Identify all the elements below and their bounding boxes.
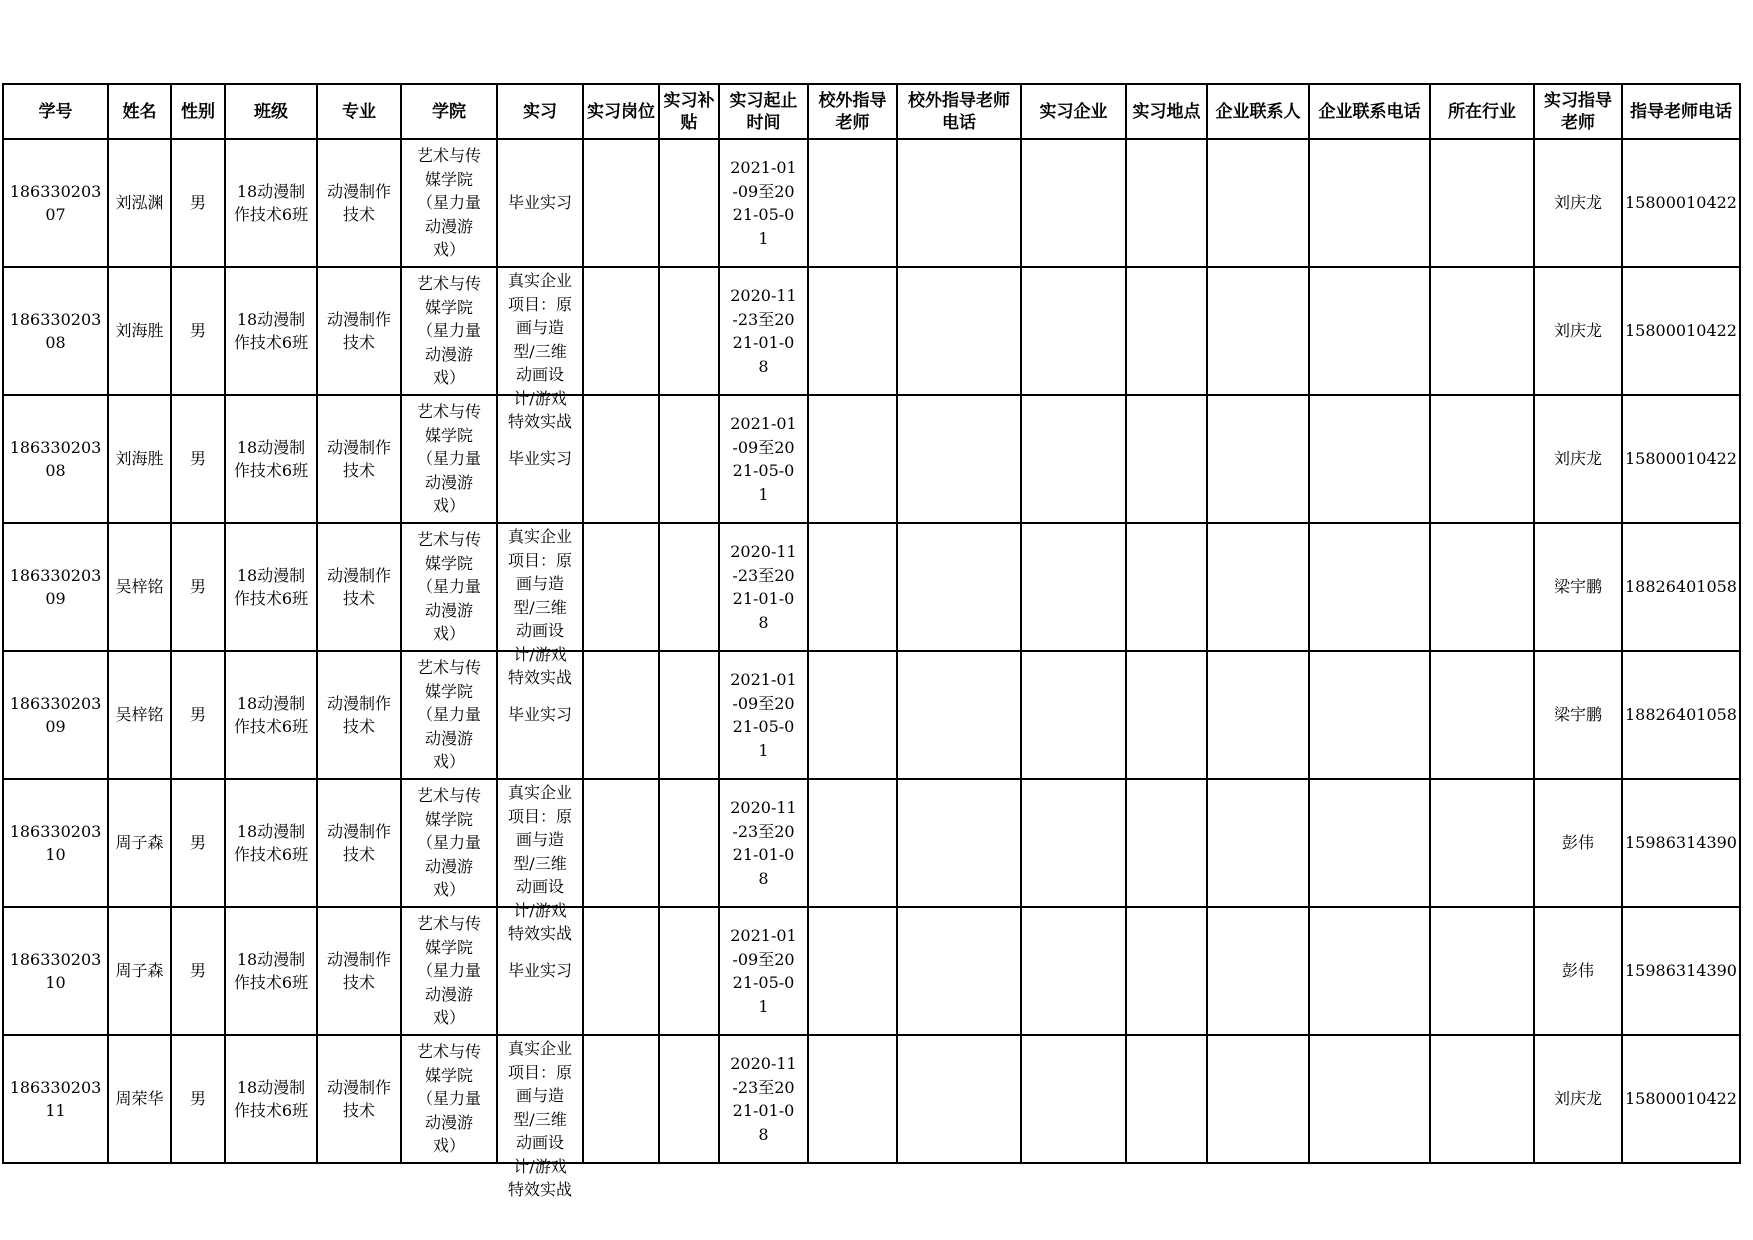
student-id-cell [3,267,108,395]
col-instructor: 实习指导老师 [1534,84,1622,139]
instructor-cell [1534,267,1622,395]
company-phone-cell [1309,779,1430,907]
table-row [3,523,1740,651]
company-contact-cell [1207,267,1309,395]
cell-text: 艺术与传媒学院（星力量动漫游戏） [416,146,481,260]
cell-text: 真实企业项目：原画与造型/三维动画设计/游戏特效实战 [507,1039,572,1199]
external-mentor-cell [808,139,897,267]
industry-cell [1430,523,1534,651]
external-mentor-phone-cell [897,779,1021,907]
college-cell [401,1035,497,1163]
table-row [3,139,1740,267]
subsidy-cell [659,907,719,1035]
cell-text: 2021-01-09至2021-05-01 [730,414,797,504]
cell-text: 2021-01-09至2021-05-01 [730,670,797,760]
cell-text: 艺术与传媒学院（星力量动漫游戏） [416,402,481,516]
table-body [3,139,1740,1199]
cell-text: 男 [189,705,206,725]
col-class: 班级 [225,84,317,139]
instructor-cell [1534,523,1622,651]
cell-text: 艺术与传媒学院（星力量动漫游戏） [416,658,481,772]
cell-text: 男 [189,1089,206,1109]
internship-cell [497,523,583,687]
position-cell [583,139,659,267]
company-phone-cell [1309,1035,1430,1163]
major-cell [317,779,401,907]
class-cell [225,139,317,267]
name-cell [108,267,171,395]
col-period: 实习起止时间 [719,84,808,139]
instructor-phone-cell [1622,779,1740,907]
table-row [3,267,1740,395]
period-cell [719,907,808,1035]
company-cell [1021,395,1126,523]
col-external-mentor: 校外指导老师 [808,84,897,139]
gender-cell [171,395,225,523]
cell-text: 15800010422 [1625,449,1737,469]
cell-text: 男 [189,193,206,213]
instructor-phone-cell [1622,651,1740,779]
cell-text: 吴梓铭 [115,705,164,725]
cell-text: 18633020308 [9,309,102,352]
major-cell [317,651,401,779]
major-cell [317,1035,401,1163]
class-cell [225,651,317,779]
cell-text: 18633020309 [9,565,102,608]
internship-sheet [2,83,1741,1199]
cell-text: 18633020310 [9,821,102,864]
cell-text: 刘泓渊 [115,193,164,213]
instructor-phone-cell [1622,395,1740,523]
cell-text: 男 [189,577,206,597]
position-cell [583,395,659,523]
gender-cell [171,267,225,395]
period-cell [719,395,808,523]
external-mentor-phone-cell [897,907,1021,1035]
student-id-cell [3,907,108,1035]
college-cell [401,139,497,267]
col-instructor-phone: 指导老师电话 [1622,84,1740,139]
cell-text: 18动漫制作技术6班 [233,821,309,864]
subsidy-cell [659,267,719,395]
major-cell [317,395,401,523]
gender-cell [171,523,225,651]
cell-text: 艺术与传媒学院（星力量动漫游戏） [416,786,481,900]
location-cell [1126,651,1207,779]
external-mentor-phone-cell [897,1035,1021,1163]
location-cell [1126,267,1207,395]
position-cell [583,523,659,651]
company-phone-cell [1309,267,1430,395]
col-location: 实习地点 [1126,84,1207,139]
company-phone-cell [1309,651,1430,779]
name-cell [108,395,171,523]
subsidy-cell [659,1035,719,1163]
cell-text: 2020-11-23至2021-01-08 [730,286,797,376]
student-id-cell [3,523,108,651]
company-phone-cell [1309,907,1430,1035]
cell-text: 梁宇鹏 [1553,577,1602,597]
cell-text: 毕业实习 [507,705,572,725]
instructor-cell [1534,139,1622,267]
external-mentor-phone-cell [897,267,1021,395]
period-cell [719,779,808,907]
industry-cell [1430,907,1534,1035]
student-id-cell [3,139,108,267]
cell-text: 18动漫制作技术6班 [233,437,309,480]
cell-text: 15800010422 [1625,321,1737,341]
external-mentor-cell [808,395,897,523]
col-internship: 实习 [497,84,583,139]
company-contact-cell [1207,779,1309,907]
cell-text: 动漫制作技术 [326,437,391,480]
position-cell [583,907,659,1035]
major-cell [317,139,401,267]
col-gender: 性别 [171,84,225,139]
col-name: 姓名 [108,84,171,139]
external-mentor-phone-cell [897,395,1021,523]
company-cell [1021,523,1126,651]
company-contact-cell [1207,651,1309,779]
internship-cell [497,267,583,431]
cell-text: 吴梓铭 [115,577,164,597]
cell-text: 18动漫制作技术6班 [233,693,309,736]
col-subsidy: 实习补贴 [659,84,719,139]
company-contact-cell [1207,1035,1309,1163]
cell-text: 动漫制作技术 [326,565,391,608]
company-phone-cell [1309,395,1430,523]
cell-text: 动漫制作技术 [326,949,391,992]
instructor-phone-cell [1622,139,1740,267]
industry-cell [1430,395,1534,523]
name-cell [108,779,171,907]
cell-text: 2020-11-23至2021-01-08 [730,798,797,888]
cell-text: 18633020310 [9,949,102,992]
college-cell [401,395,497,523]
name-cell [108,523,171,651]
external-mentor-cell [808,267,897,395]
col-external-mentor-phone: 校外指导老师电话 [897,84,1021,139]
cell-text: 艺术与传媒学院（星力量动漫游戏） [416,274,481,388]
location-cell [1126,139,1207,267]
cell-text: 18动漫制作技术6班 [233,1077,309,1120]
cell-text: 周荣华 [115,1089,164,1109]
cell-text: 18动漫制作技术6班 [233,949,309,992]
cell-text: 动漫制作技术 [326,181,391,224]
cell-text: 毕业实习 [507,193,572,213]
cell-text: 2021-01-09至2021-05-01 [730,158,797,248]
class-cell [225,907,317,1035]
major-cell [317,267,401,395]
cell-text: 毕业实习 [507,961,572,981]
subsidy-cell [659,779,719,907]
external-mentor-cell [808,779,897,907]
position-cell [583,779,659,907]
header-row [3,84,1740,139]
cell-text: 动漫制作技术 [326,821,391,864]
industry-cell [1430,1035,1534,1163]
cell-text: 15986314390 [1625,833,1737,853]
external-mentor-cell [808,651,897,779]
col-major: 专业 [317,84,401,139]
table-row [3,1035,1740,1163]
company-contact-cell [1207,907,1309,1035]
subsidy-cell [659,395,719,523]
period-cell [719,523,808,651]
major-cell [317,523,401,651]
company-contact-cell [1207,395,1309,523]
instructor-phone-cell [1622,267,1740,395]
external-mentor-phone-cell [897,651,1021,779]
col-college: 学院 [401,84,497,139]
cell-text: 艺术与传媒学院（星力量动漫游戏） [416,914,481,1028]
cell-text: 15800010422 [1625,1089,1737,1109]
name-cell [108,139,171,267]
cell-text: 18633020307 [9,181,102,224]
college-cell [401,267,497,395]
location-cell [1126,779,1207,907]
company-phone-cell [1309,523,1430,651]
cell-text: 动漫制作技术 [326,693,391,736]
industry-cell [1430,651,1534,779]
external-mentor-cell [808,523,897,651]
instructor-phone-cell [1622,907,1740,1035]
company-cell [1021,139,1126,267]
cell-text: 男 [189,961,206,981]
period-cell [719,1035,808,1163]
college-cell [401,651,497,779]
external-mentor-cell [808,907,897,1035]
internship-cell [497,139,583,267]
subsidy-cell [659,523,719,651]
period-cell [719,139,808,267]
cell-text: 艺术与传媒学院（星力量动漫游戏） [416,1042,481,1156]
industry-cell [1430,267,1534,395]
cell-text: 艺术与传媒学院（星力量动漫游戏） [416,530,481,644]
cell-text: 周子森 [115,961,164,981]
location-cell [1126,523,1207,651]
student-id-cell [3,1035,108,1163]
name-cell [108,1035,171,1163]
position-cell [583,1035,659,1163]
internship-table [2,83,1741,1199]
cell-text: 男 [189,833,206,853]
instructor-cell [1534,779,1622,907]
industry-cell [1430,139,1534,267]
cell-text: 刘庆龙 [1553,1089,1602,1109]
col-company-contact: 企业联系人 [1207,84,1309,139]
cell-text: 周子森 [115,833,164,853]
student-id-cell [3,395,108,523]
external-mentor-phone-cell [897,139,1021,267]
cell-text: 刘海胜 [115,449,164,469]
cell-text: 刘海胜 [115,321,164,341]
major-cell [317,907,401,1035]
position-cell [583,267,659,395]
cell-text: 刘庆龙 [1553,321,1602,341]
gender-cell [171,779,225,907]
cell-text: 2020-11-23至2021-01-08 [730,542,797,632]
cell-text: 18633020308 [9,437,102,480]
cell-text: 18633020309 [9,693,102,736]
cell-text: 真实企业项目：原画与造型/三维动画设计/游戏特效实战 [507,271,572,431]
cell-text: 梁宇鹏 [1553,705,1602,725]
cell-text: 彭伟 [1561,961,1594,981]
cell-text: 2020-11-23至2021-01-08 [730,1054,797,1144]
company-cell [1021,907,1126,1035]
cell-text: 刘庆龙 [1553,449,1602,469]
location-cell [1126,395,1207,523]
gender-cell [171,139,225,267]
location-cell [1126,907,1207,1035]
class-cell [225,395,317,523]
cell-text: 动漫制作技术 [326,309,391,352]
gender-cell [171,651,225,779]
subsidy-cell [659,139,719,267]
instructor-phone-cell [1622,523,1740,651]
col-company: 实习企业 [1021,84,1126,139]
cell-text: 18动漫制作技术6班 [233,309,309,352]
student-id-cell [3,779,108,907]
name-cell [108,907,171,1035]
company-contact-cell [1207,523,1309,651]
cell-text: 动漫制作技术 [326,1077,391,1120]
company-cell [1021,267,1126,395]
table-row [3,651,1740,779]
period-cell [719,651,808,779]
cell-text: 18826401058 [1625,705,1737,725]
cell-text: 18633020311 [9,1077,102,1120]
instructor-phone-cell [1622,1035,1740,1163]
period-cell [719,267,808,395]
cell-text: 毕业实习 [507,449,572,469]
instructor-cell [1534,907,1622,1035]
cell-text: 18826401058 [1625,577,1737,597]
instructor-cell [1534,651,1622,779]
subsidy-cell [659,651,719,779]
external-mentor-phone-cell [897,523,1021,651]
col-company-phone: 企业联系电话 [1309,84,1430,139]
position-cell [583,651,659,779]
internship-cell [497,1035,583,1199]
location-cell [1126,1035,1207,1163]
cell-text: 15800010422 [1625,193,1737,213]
col-industry: 所在行业 [1430,84,1534,139]
gender-cell [171,1035,225,1163]
company-cell [1021,779,1126,907]
student-id-cell [3,651,108,779]
company-phone-cell [1309,139,1430,267]
cell-text: 真实企业项目：原画与造型/三维动画设计/游戏特效实战 [507,783,572,943]
instructor-cell [1534,1035,1622,1163]
col-student-id: 学号 [3,84,108,139]
cell-text: 男 [189,449,206,469]
cell-text: 18动漫制作技术6班 [233,181,309,224]
college-cell [401,907,497,1035]
cell-text: 彭伟 [1561,833,1594,853]
table-row [3,907,1740,1035]
class-cell [225,779,317,907]
table-row [3,779,1740,907]
instructor-cell [1534,395,1622,523]
industry-cell [1430,779,1534,907]
col-position: 实习岗位 [583,84,659,139]
company-contact-cell [1207,139,1309,267]
college-cell [401,523,497,651]
cell-text: 2021-01-09至2021-05-01 [730,926,797,1016]
class-cell [225,523,317,651]
college-cell [401,779,497,907]
cell-text: 男 [189,321,206,341]
cell-text: 18动漫制作技术6班 [233,565,309,608]
company-cell [1021,651,1126,779]
cell-text: 刘庆龙 [1553,193,1602,213]
table-row [3,395,1740,523]
external-mentor-cell [808,1035,897,1163]
internship-cell [497,779,583,943]
name-cell [108,651,171,779]
class-cell [225,267,317,395]
class-cell [225,1035,317,1163]
cell-text: 15986314390 [1625,961,1737,981]
cell-text: 真实企业项目：原画与造型/三维动画设计/游戏特效实战 [507,527,572,687]
company-cell [1021,1035,1126,1163]
gender-cell [171,907,225,1035]
